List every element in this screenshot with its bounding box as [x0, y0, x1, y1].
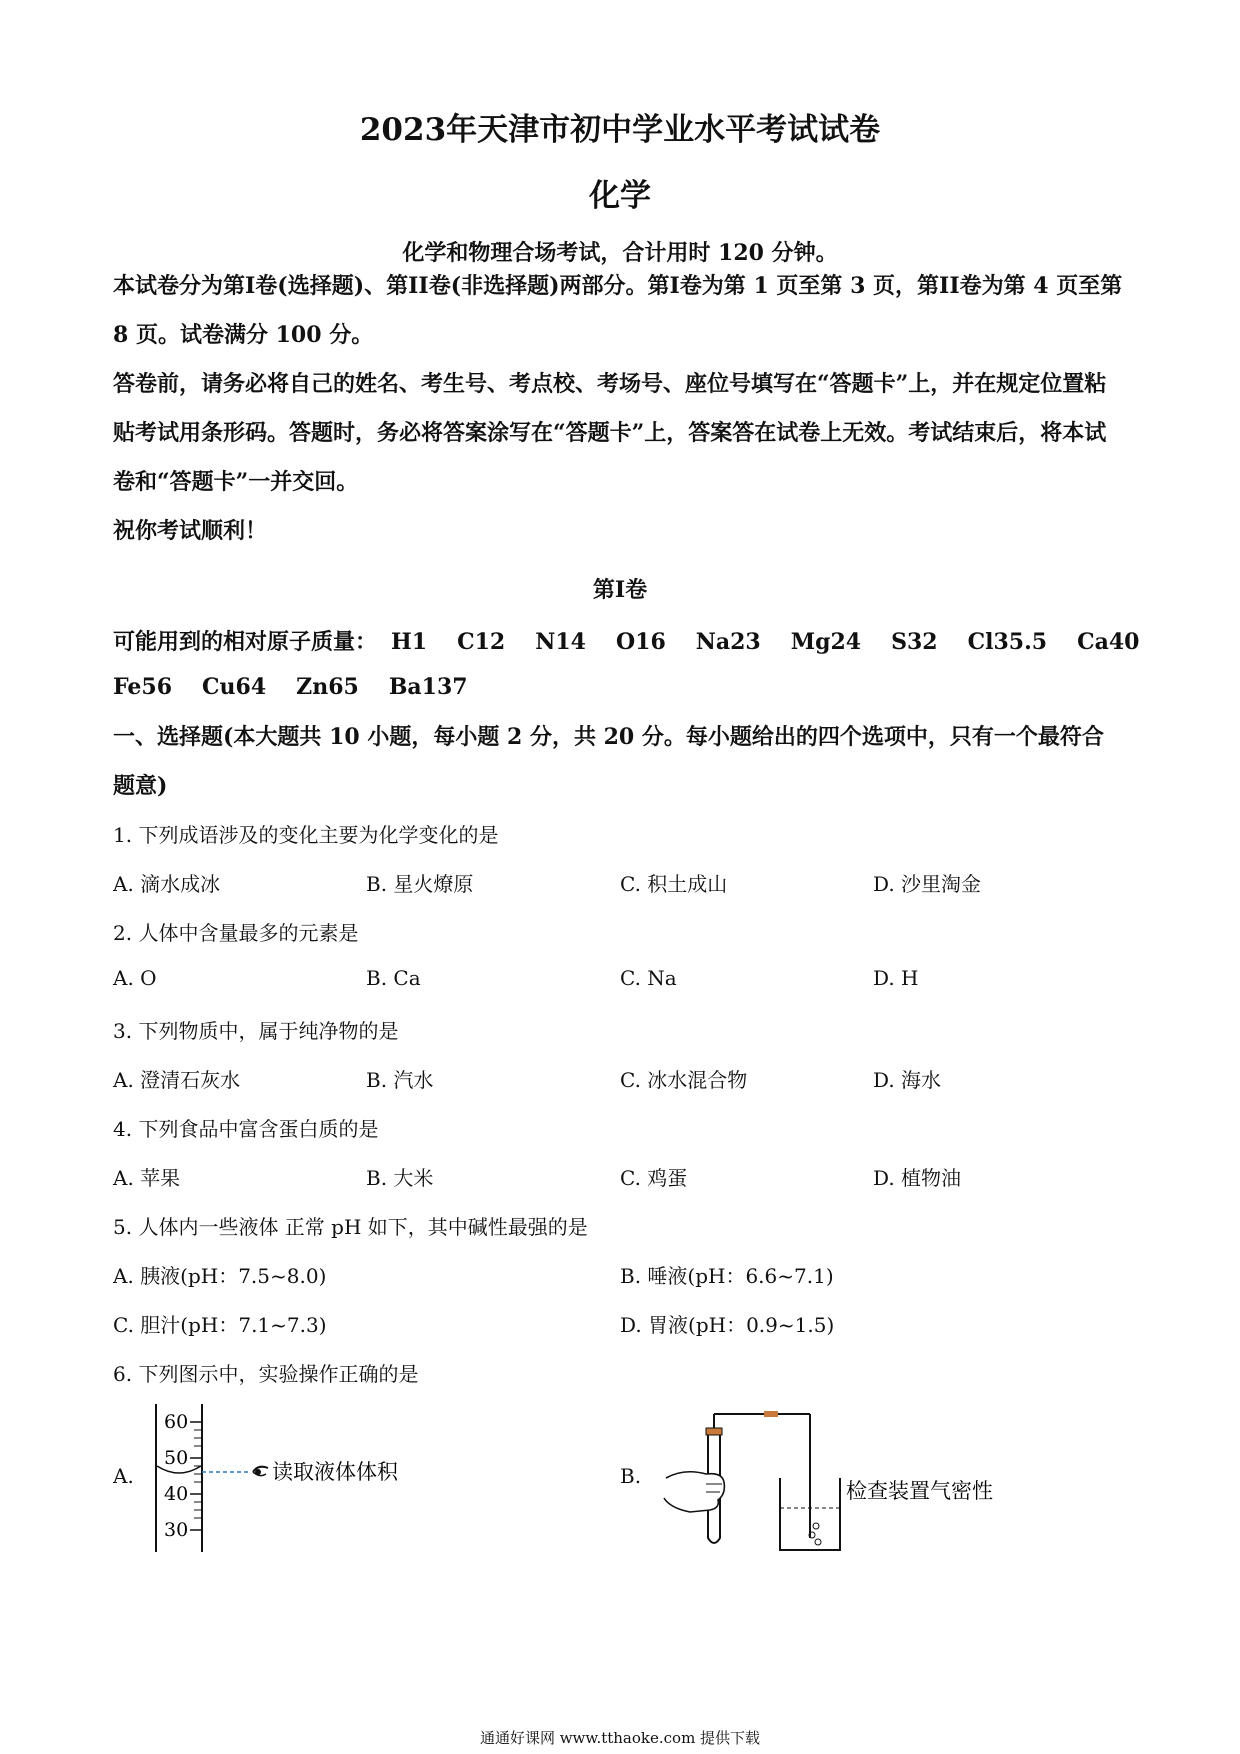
question-option: C. 冰水混合物 — [620, 1068, 748, 1092]
atomic-mass-row-2 — [113, 674, 498, 700]
figure-airtightness-check — [660, 1408, 1020, 1568]
question-option: B. — [620, 1464, 642, 1488]
atomic-mass-item: Cl35.5 — [967, 629, 1048, 655]
question-option: C. 胆汁(pH：7.1~7.3) — [113, 1313, 327, 1337]
question-stem: 3. 下列物质中，属于纯净物的是 — [113, 1019, 399, 1043]
atomic-mass-item: H1 — [391, 629, 428, 655]
atomic-mass-item: Cu64 — [202, 674, 267, 700]
scale-label: 50 — [164, 1447, 189, 1469]
question-option: A. — [113, 1464, 134, 1488]
question-option: D. 植物油 — [873, 1166, 962, 1190]
figure-b-caption: 检查装置气密性 — [846, 1479, 993, 1503]
hand-icon — [664, 1472, 724, 1512]
question-stem: 2. 人体中含量最多的元素是 — [113, 921, 359, 945]
question-option: B. Ca — [366, 966, 421, 990]
atomic-mass-item: Mg24 — [790, 629, 862, 655]
question-option: A. 澄清石灰水 — [113, 1068, 241, 1092]
atomic-mass-item: S32 — [891, 629, 938, 655]
question-stem: 6. 下列图示中，实验操作正确的是 — [113, 1362, 419, 1386]
scale-label: 30 — [164, 1519, 189, 1541]
figure-a-caption: 读取液体体积 — [272, 1460, 398, 1484]
section-title: 一、选择题(本大题共 10 小题，每小题 2 分，共 20 分。每小题给出的四个选项中，只有一个最符合题意) — [113, 724, 1104, 799]
atomic-mass-row-1 — [113, 625, 1169, 656]
question-option: B. 星火燎原 — [366, 872, 474, 896]
question-option: B. 唾液(pH：6.6~7.1) — [620, 1264, 834, 1288]
scale-label: 60 — [164, 1411, 189, 1433]
eye-icon — [253, 1467, 268, 1476]
question-option: D. 沙里淘金 — [873, 872, 982, 896]
question-option: D. H — [873, 966, 919, 990]
atomic-mass-item: O16 — [615, 629, 666, 655]
question-option: A. 滴水成冰 — [113, 872, 221, 896]
question-stem: 4. 下列食品中富含蛋白质的是 — [113, 1117, 379, 1141]
instruction-paragraph-3: 祝你考试顺利！ — [113, 518, 268, 544]
atomic-mass-item: Na23 — [695, 629, 761, 655]
question-option: D. 胃液(pH：0.9~1.5) — [620, 1313, 835, 1337]
figure-graduated-cylinder — [150, 1400, 440, 1560]
question-stem: 5. 人体内一些液体 正常 pH 如下，其中碱性最强的是 — [113, 1215, 588, 1239]
question-option: A. 胰液(pH：7.5~8.0) — [113, 1264, 327, 1288]
footer: 通通好课网 www.tthaoke.com 提供下载 — [479, 1729, 761, 1747]
volume-title: 第I卷 — [592, 577, 648, 603]
question-option: A. O — [113, 966, 157, 990]
question-option: A. 苹果 — [113, 1166, 181, 1190]
atomic-mass-label: 可能用到的相对原子质量： — [113, 629, 378, 655]
question-option: D. 海水 — [873, 1068, 942, 1092]
instruction-paragraph-2: 答卷前，请务必将自己的姓名、考生号、考点校、考场号、座位号填写在“答题卡”上，并在规定位置粘贴考试用条形码。答题时，务必将答案涂写在“答题卡”上，答案答在试卷上无效。考试结束后，将本试卷和“答题卡”一并交回。 — [113, 371, 1107, 495]
instruction-paragraph-1: 本试卷分为第I卷(选择题)、第II卷(非选择题)两部分。第I卷为第 1 页至第 3 页，第II卷为第 4 页至第 8 页。试卷满分 100 分。 — [113, 273, 1123, 348]
question-option: C. 鸡蛋 — [620, 1166, 688, 1190]
atomic-mass-item: Fe56 — [113, 674, 173, 700]
question-option: B. 汽水 — [366, 1068, 434, 1092]
atomic-mass-item: C12 — [457, 629, 506, 655]
question-option: C. 积土成山 — [620, 872, 728, 896]
atomic-mass-item: N14 — [535, 629, 586, 655]
stopper — [706, 1428, 722, 1435]
question-option: C. Na — [620, 966, 677, 990]
atomic-mass-item: Ba137 — [388, 674, 468, 700]
page-title: 2023年天津市初中学业水平考试试卷 — [359, 112, 881, 148]
subject-title: 化学 — [589, 178, 651, 214]
question-option: B. 大米 — [366, 1166, 434, 1190]
duration-note: 化学和物理合场考试，合计用时 120 分钟。 — [402, 240, 838, 266]
scale-label: 40 — [164, 1483, 189, 1505]
atomic-mass-item: Zn65 — [296, 674, 359, 700]
question-stem: 1. 下列成语涉及的变化主要为化学变化的是 — [113, 823, 499, 847]
atomic-mass-item: Ca40 — [1077, 629, 1140, 655]
rubber-tube — [764, 1411, 778, 1417]
